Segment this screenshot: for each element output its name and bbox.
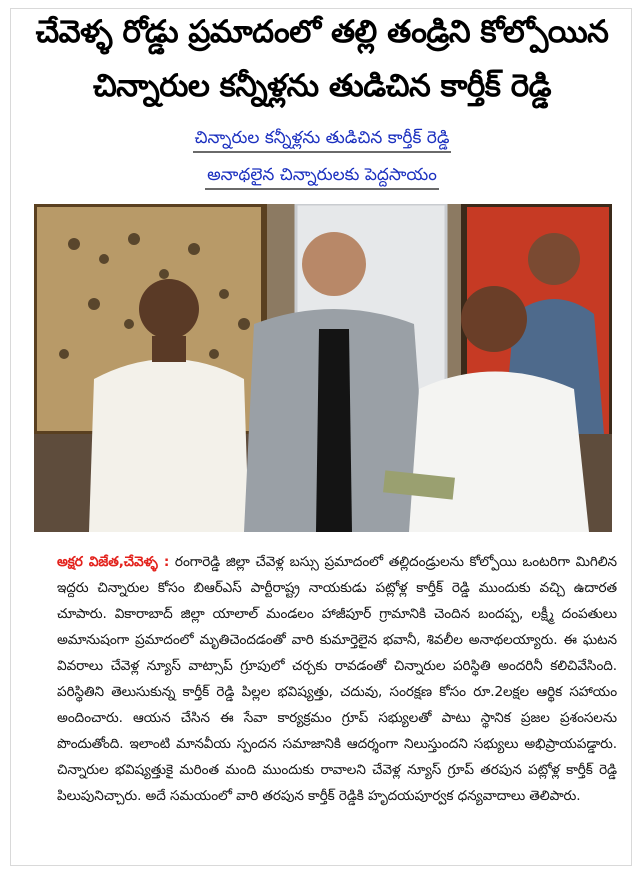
headline-line-1: చేవెళ్ళ రోడ్డు ప్రమాదంలో తల్లి తండ్రిని కోల్పోయిన <box>35 14 609 50</box>
subheading-2 <box>0 163 644 187</box>
subheading-2-text: అనాథలైన చిన్నారులకు పెద్దసాయం <box>205 165 439 190</box>
subheading-1-text: చిన్నారుల కన్నీళ్లను తుడిచిన కార్తీక్ రెడ్డి <box>193 128 452 153</box>
article-byline: అక్షర విజేత,చేవెళ్ళ : <box>57 554 170 570</box>
subheading-1 <box>0 126 644 150</box>
article-text: రంగారెడ్డి జిల్లా చేవెళ్ల బస్సు ప్రమాదంలో తల్లిదండ్రులను కోల్పోయి ఒంటరిగా మిగిలిన ఇద్దరు చిన్నారుల కోసం బిఆర్ఎస్ పార్టీరాష్ట్ర నాయకుడు పట్లోళ్ల కార్తీక్ రెడ్డి ముందుకు వచ్చి ఉదారత చూపారు. వికారాబాద్ జిల్లా యాలాల్ మండలం హాజీపూర్ గ్రామానికి చెందిన బందప్ప, లక్ష్మీ దంపతులు అమానుషంగా ప్రమాదంలో మృతిచెందడంతో వారి కుమార్తెలైన భవానీ, శివలీల అనాథలయ్యారు. ఈ ఘటన వివరాలు చేవెళ్ల న్యూస్ వాట్సాప్ గ్రూపులో చర్చకు రావడంతో చిన్నారుల పరిస్థితి అందరినీ కలిచివేసింది. పరిస్థితిని తెలుసుకున్న కార్తీక్ రెడ్డి పిల్లల భవిష్యత్తు, చదువు, సంరక్షణ కోసం రూ.2లక్షల ఆర్థిక సహాయం అందించారు. ఆయన చేసిన ఈ సేవా కార్యక్రమం గ్రూప్ సభ్యులతో పాటు స్థానిక ప్రజల ప్రశంసలను పొందుతోంది. ఇలాంటి మానవీయ స్పందన సమాజానికి ఆదర్శంగా నిలుస్తుందని సభ్యులు అభిప్రాయపడ్డారు. చిన్నారుల భవిష్యత్తుకై మరింత మంది ముందుకు రావాలని చేవెళ్ల న్యూస్ గ్రూప్ తరపున పట్లోళ్ల కార్తీక్ రెడ్డి పిలుపునిచ్చారు. అదే సమయంలో వారి తరపున కార్తీక్ రెడ్డికి హృదయపూర్వక ధన్యవాదాలు తెలిపారు. <box>57 554 617 804</box>
headline-line-2: చిన్నారుల కన్నీళ్లను తుడిచిన కార్తీక్ రెడ్డి <box>92 68 552 104</box>
news-photo <box>34 204 612 532</box>
article-body <box>57 549 617 809</box>
